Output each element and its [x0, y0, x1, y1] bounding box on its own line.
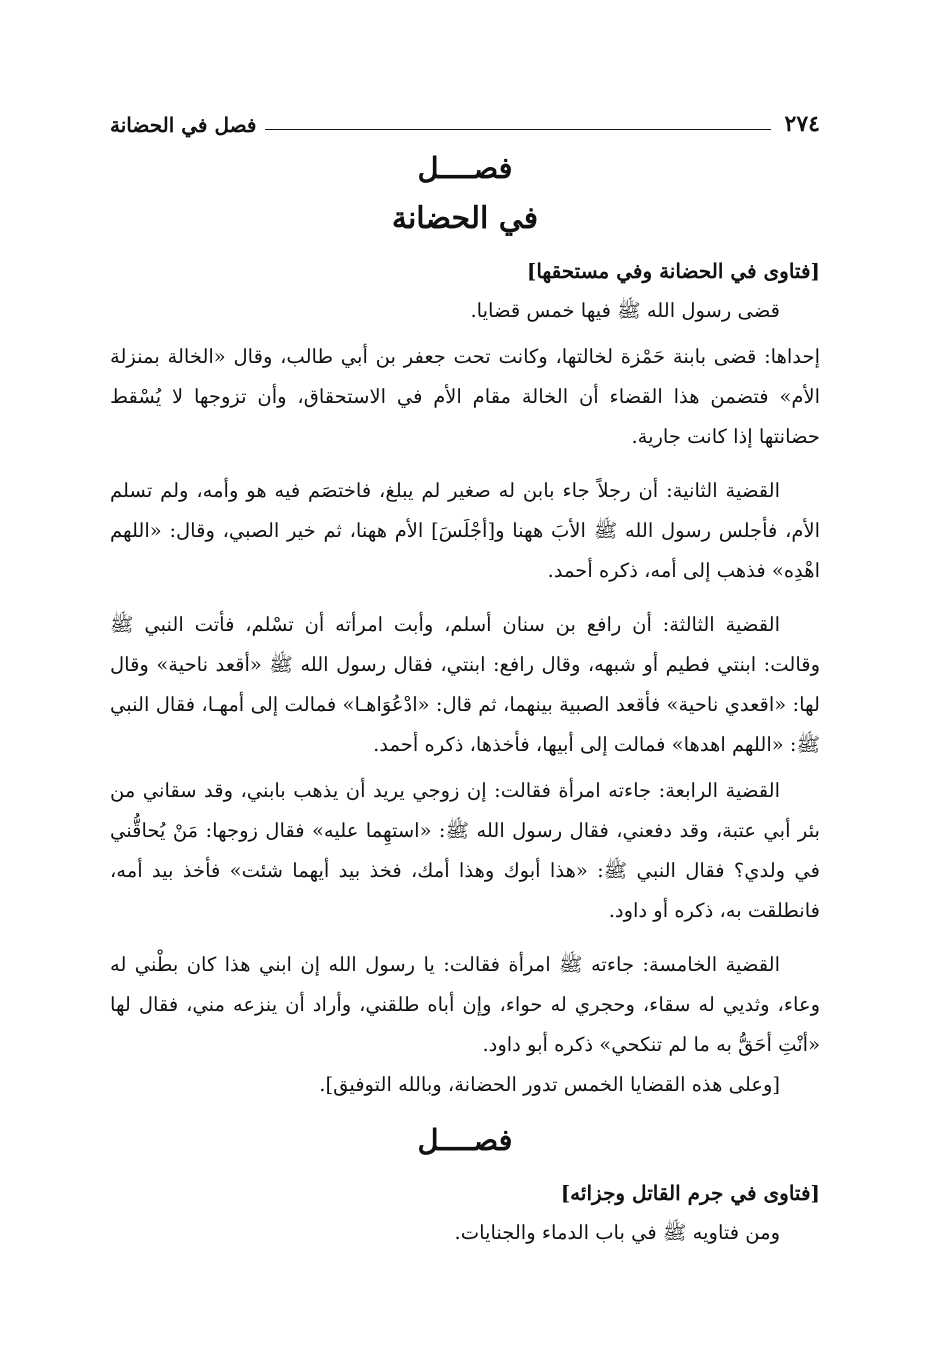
- running-header: [110, 95, 820, 137]
- section-title: فصــــل: [417, 1123, 513, 1157]
- section-title: فصــــل: [417, 151, 513, 185]
- header-rule: [265, 129, 771, 130]
- paragraph: ومن فتاويه ﷺ في باب الدماء والجنايات.: [454, 1221, 780, 1244]
- section-subtitle: في الحضانة: [391, 201, 539, 236]
- paragraph: القضية الثالثة: أن رافع بن سنان أسلم، وأبت امرأته أن تسْلم، فأتت النبي ﷺ وقالت: ابنتي فطيم أو شبهه، وقال رافع: ابنتي، فقال رسول الله ﷺ «أقعد ناحية» وقال لها: «اقعدي ناحية» فأقعد الصبية بينهما، ثم قال: «ادْعُوَاهـا» فمالت إلى أمهـا، فقال النبي ﷺ: «اللهم اهدها» فمالت إلى أبيها، فأخذها، ذكره أحمد.: [110, 613, 820, 756]
- paragraph: [وعلى هذه القضايا الخمس تدور الحضانة، وبالله التوفيق].: [319, 1073, 780, 1096]
- book-page: [110, 95, 820, 1253]
- paragraph: قضى رسول الله ﷺ فيها خمس قضايا.: [470, 299, 780, 322]
- page-number: ٢٧٤: [784, 111, 820, 137]
- running-title: فصل في الحضانة: [110, 113, 257, 137]
- topic-heading: [فتاوى في الحضانة وفي مستحقها]: [526, 259, 820, 283]
- paragraph: القضية الخامسة: جاءته ﷺ امرأة فقالت: يا رسول الله إن ابني هذا كان بطْني له وعاء، وثديي له سقاء، وحجري له حواء، وإن أباه طلقني، وأراد أن ينزعه مني، فقال لها «أنْتِ أحَقُّ به ما لم تنكحي» ذكره أبو داود.: [110, 953, 820, 1056]
- paragraph: إحداها: قضى بابنة حَمْزة لخالتها، وكانت تحت جعفر بن أبي طالب، وقال «الخالة بمنزلة الأم» فتضمن هذا القضاء أن الخالة مقام الأم في الاستحقاق، وأن تزوجها لا يُسْقط حضانتها إذا كانت جارية.: [110, 345, 820, 448]
- paragraph: القضية الثانية: أن رجلاً جاء بابن له صغير لم يبلغ، فاختصَم فيه هو وأمه، ولم تسلم الأم، فأجلس رسول الله ﷺ الأبَ ههنا و[أجْلَسَ] الأم ههنا، ثم خير الصبي، وقال: «اللهم اهْدِه» فذهب إلى أمه، ذكره أحمد.: [110, 479, 820, 582]
- paragraph: القضية الرابعة: جاءته امرأة فقالت: إن زوجي يريد أن يذهب بابني، وقد سقاني من بئر أبي عتبة، وقد دفعني، فقال رسول الله ﷺ: «استهِما عليه» فقال زوجها: مَنْ يُحاقُّني في ولدي؟ فقال النبي ﷺ: «هذا أبوك وهذا أمك، فخذ بيد أيهما شئت» فأخذ بيد أمه، فانطلقت به، ذكره أو داود.: [110, 779, 820, 922]
- topic-heading: [فتاوى في جرم القاتل وجزائه]: [560, 1181, 820, 1205]
